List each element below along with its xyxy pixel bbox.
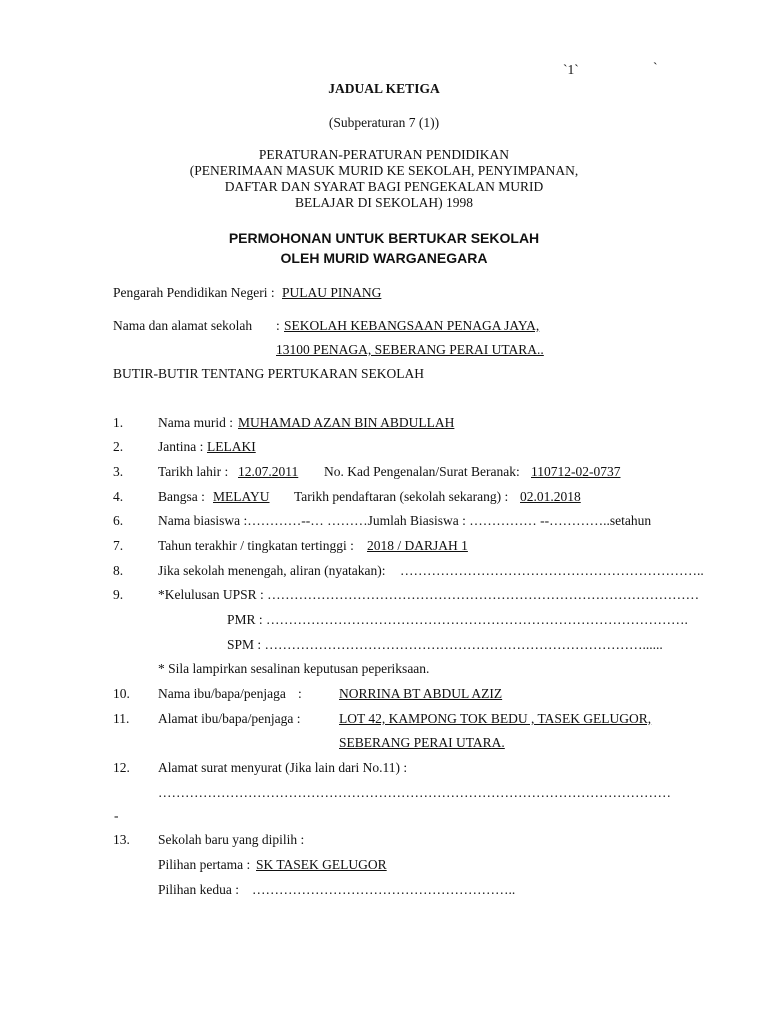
item-12-label: Alamat surat menyurat (Jika lain dari No.11) :	[158, 760, 408, 775]
director-value: PULAU PINANG	[282, 285, 382, 300]
regulation-line-3: DAFTAR DAN SYARAT BAGI PENGEKALAN MURID	[224, 179, 544, 194]
first-choice-value: SK TASEK GELUGOR	[256, 857, 387, 872]
item-1-label: Nama murid :	[158, 415, 233, 430]
item-10-number: 10.	[113, 686, 130, 701]
section-title: BUTIR-BUTIR TENTANG PERTUKARAN SEKOLAH	[113, 366, 424, 381]
item-10-label: Nama ibu/bapa/penjaga	[158, 686, 286, 701]
mailing-address-dots: ……………………………………………………………………………………………………	[158, 785, 671, 800]
registration-date-label: Tarikh pendaftaran (sekolah sekarang) :	[294, 489, 509, 504]
second-choice-dots: …………………………………………………..	[252, 882, 516, 897]
item-11-number: 11.	[113, 711, 130, 726]
scholarship-line: Nama biasiswa :…………--… ………Jumlah Biasiswa : …………… --…………..setahun	[158, 513, 652, 528]
item-7-label: Tahun terakhir / tingkatan tertinggi :	[158, 538, 354, 553]
item-12-number: 12.	[113, 760, 130, 775]
item-8-label: Jika sekolah menengah, aliran (nyatakan):	[158, 563, 386, 578]
upsr-line: *Kelulusan UPSR : ……………………………………………………………………………………	[158, 587, 700, 602]
school-address-line-1: SEKOLAH KEBANGSAAN PENAGA JAYA,	[284, 318, 540, 333]
id-number-label: No. Kad Pengenalan/Surat Beranak:	[324, 464, 520, 479]
spm-line: SPM : …………………………………………………………………………......	[227, 637, 663, 652]
first-choice-label: Pilihan pertama :	[158, 857, 251, 872]
regulation-line-2: (PENERIMAAN MASUK MURID KE SEKOLAH, PENYIMPANAN,	[189, 163, 579, 178]
item-2-label: Jantina :	[158, 439, 204, 454]
id-number-value: 110712-02-0737	[531, 464, 621, 479]
regulation-line-4: BELAJAR DI SEKOLAH) 1998	[294, 195, 474, 210]
item-3-label: Tarikh lahir :	[158, 464, 229, 479]
stray-dash: -	[114, 808, 119, 823]
schedule-title: JADUAL KETIGA	[328, 81, 440, 96]
item-8-number: 8.	[113, 563, 124, 578]
regulation-line-1: PERATURAN-PERATURAN PENDIDIKAN	[258, 147, 510, 162]
second-choice-label: Pilihan kedua :	[158, 882, 239, 897]
director-label: Pengarah Pendidikan Negeri :	[113, 285, 275, 300]
parent-name-value: NORRINA BT ABDUL AZIZ	[339, 686, 503, 701]
item-1-number: 1.	[113, 415, 124, 430]
item-7-number: 7.	[113, 538, 124, 553]
parent-address-line-2: SEBERANG PERAI UTARA.	[339, 735, 505, 750]
registration-date-value: 02.01.2018	[520, 489, 581, 504]
form-title-line-2: OLEH MURID WARGANEGARA	[280, 250, 488, 266]
item-10-colon: :	[298, 686, 302, 701]
subregulation: (Subperaturan 7 (1))	[328, 115, 440, 130]
school-colon: :	[276, 318, 280, 333]
race-value: MELAYU	[213, 489, 270, 504]
item-3-number: 3.	[113, 464, 124, 479]
birth-date-value: 12.07.2011	[238, 464, 299, 479]
item-11-label: Alamat ibu/bapa/penjaga :	[158, 711, 301, 726]
parent-address-line-1: LOT 42, KAMPONG TOK BEDU , TASEK GELUGOR,	[339, 711, 652, 726]
gender-value: LELAKI	[207, 439, 256, 454]
item-13-number: 13.	[113, 832, 130, 847]
pmr-line: PMR : ………………………………………………………………………………….	[227, 612, 688, 627]
corner-mark-right: `	[653, 60, 658, 75]
item-13-label: Sekolah baru yang dipilih :	[158, 832, 305, 847]
item-6-number: 6.	[113, 513, 124, 528]
student-name-value: MUHAMAD AZAN BIN ABDULLAH	[238, 415, 455, 430]
last-grade-value: 2018 / DARJAH 1	[367, 538, 468, 553]
stream-dots: …………………………………………………………..	[400, 563, 704, 578]
item-4-number: 4.	[113, 489, 124, 504]
results-note: * Sila lampirkan sesalinan keputusan peperiksaan.	[158, 661, 430, 676]
item-4-label: Bangsa :	[158, 489, 205, 504]
form-title-line-1: PERMOHONAN UNTUK BERTUKAR SEKOLAH	[228, 230, 540, 246]
school-address-line-2: 13100 PENAGA, SEBERANG PERAI UTARA..	[276, 342, 544, 357]
item-2-number: 2.	[113, 439, 124, 454]
corner-mark-left: `1`	[563, 62, 579, 77]
school-label: Nama dan alamat sekolah	[113, 318, 253, 333]
item-9-number: 9.	[113, 587, 124, 602]
